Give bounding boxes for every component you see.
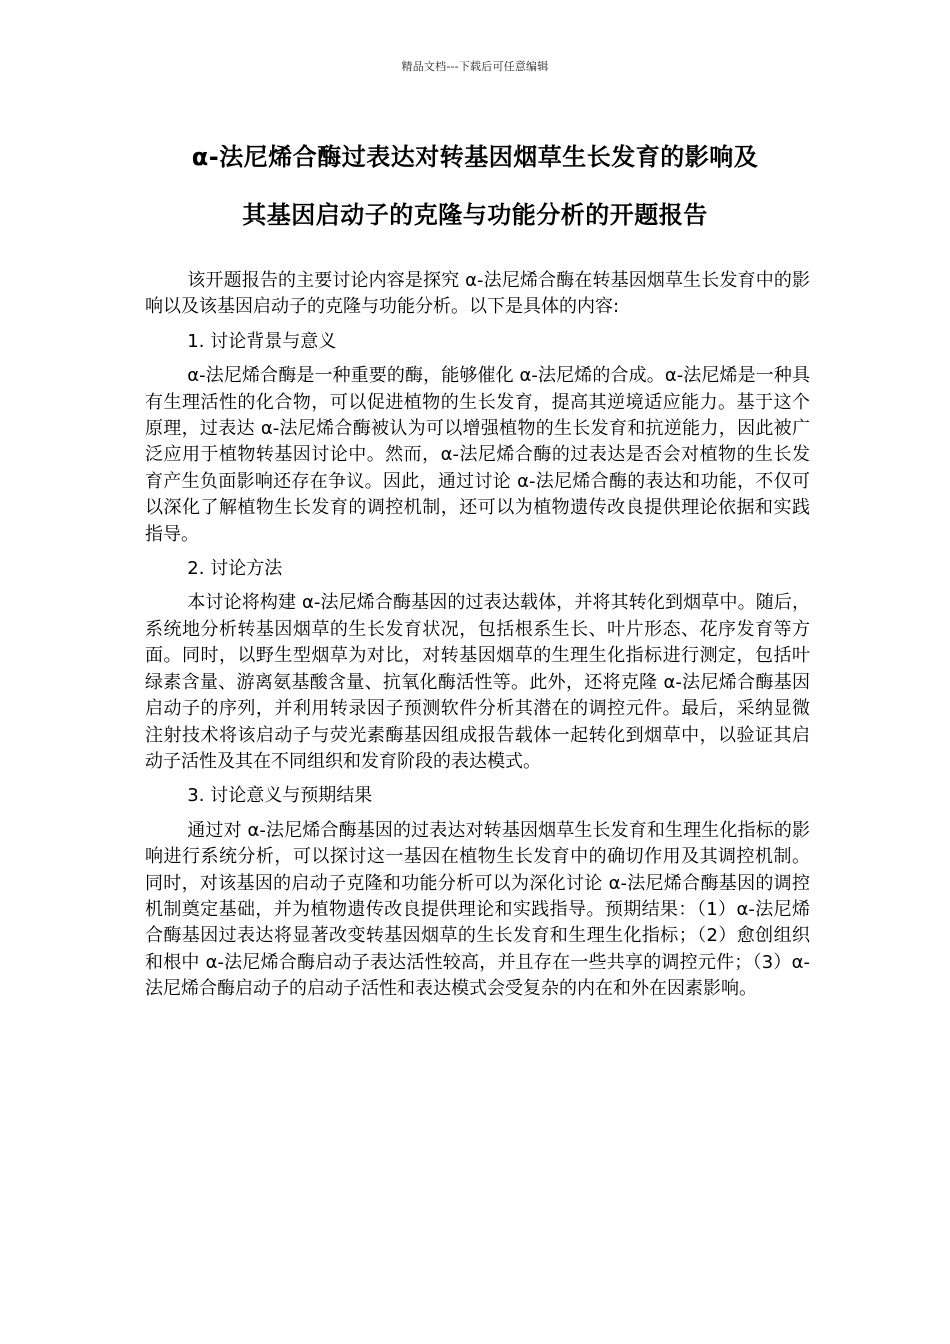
document-body bbox=[145, 268, 810, 1011]
section-heading-significance: 3. 讨论意义与预期结果 bbox=[187, 785, 373, 807]
section-heading-methods: 2. 讨论方法 bbox=[187, 558, 283, 580]
title-line-2: 其基因启动子的克隆与功能分析的开题报告 bbox=[242, 201, 708, 229]
section-body-significance: 通过对 α-法尼烯合酶基因的过表达对转基因烟草生长发育和生理生化指标的影响进行系统分析，可以探讨这一基因在植物生长发育中的确切作用及其调控机制。同时，对该基因的启动子克隆和功能分析可以为深化讨论 α-法尼烯合酶基因的调控机制奠定基础，并为植物遗传改良提供理论和实践指导。预期结果：（1）α-法尼烯合酶基因过表达将显著改变转基因烟草的生长发育和生理生化指标；（2）愈创组织和根中 α-法尼烯合酶启动子表达活性较高，并且存在一些共享的调控元件；（3）α-法尼烯合酶启动子的启动子活性和表达模式会受复杂的内在和外在因素影响。 bbox=[145, 819, 810, 1000]
intro-paragraph: 该开题报告的主要讨论内容是探究 α-法尼烯合酶在转基因烟草生长发育中的影响以及该基因启动子的克隆与功能分析。以下是具体的内容: bbox=[145, 270, 810, 318]
document-title bbox=[130, 128, 820, 244]
section-heading-background: 1. 讨论背景与意义 bbox=[187, 330, 337, 352]
section-body-background: α-法尼烯合酶是一种重要的酶，能够催化 α-法尼烯的合成。α-法尼烯是一种具有生理活性的化合物，可以促进植物的生长发育，提高其逆境适应能力。基于这个原理，过表达 α-法尼烯合酶被认为可以增强植物的生长发育和抗逆能力，因此被广泛应用于植物转基因讨论中。然而，α-法尼烯合酶的过表达是否会对植物的生长发育产生负面影响还存在争议。因此，通过讨论 α-法尼烯合酶的表达和功能，不仅可以深化了解植物生长发育的调控机制，还可以为植物遗传改良提供理论依据和实践指导。 bbox=[145, 365, 810, 545]
section-body-methods: 本讨论将构建 α-法尼烯合酶基因的过表达载体，并将其转化到烟草中。随后，系统地分析转基因烟草的生长发育状况，包括根系生长、叶片形态、花序发育等方面。同时，以野生型烟草为对比，对转基因烟草的生理生化指标进行测定，包括叶绿素含量、游离氨基酸含量、抗氧化酶活性等。此外，还将克隆 α-法尼烯合酶基因启动子的序列，并利用转录因子预测软件分析其潜在的调控元件。最后，采纳显微注射技术将该启动子与荧光素酶基因组成报告载体一起转化到烟草中，以验证其启动子活性及其在不同组织和发育阶段的表达模式。 bbox=[145, 592, 810, 772]
title-line-1: α-法尼烯合酶过表达对转基因烟草生长发育的影响及 bbox=[191, 143, 759, 171]
page-header-note: 精品文档---下载后可任意编辑 bbox=[401, 60, 549, 73]
